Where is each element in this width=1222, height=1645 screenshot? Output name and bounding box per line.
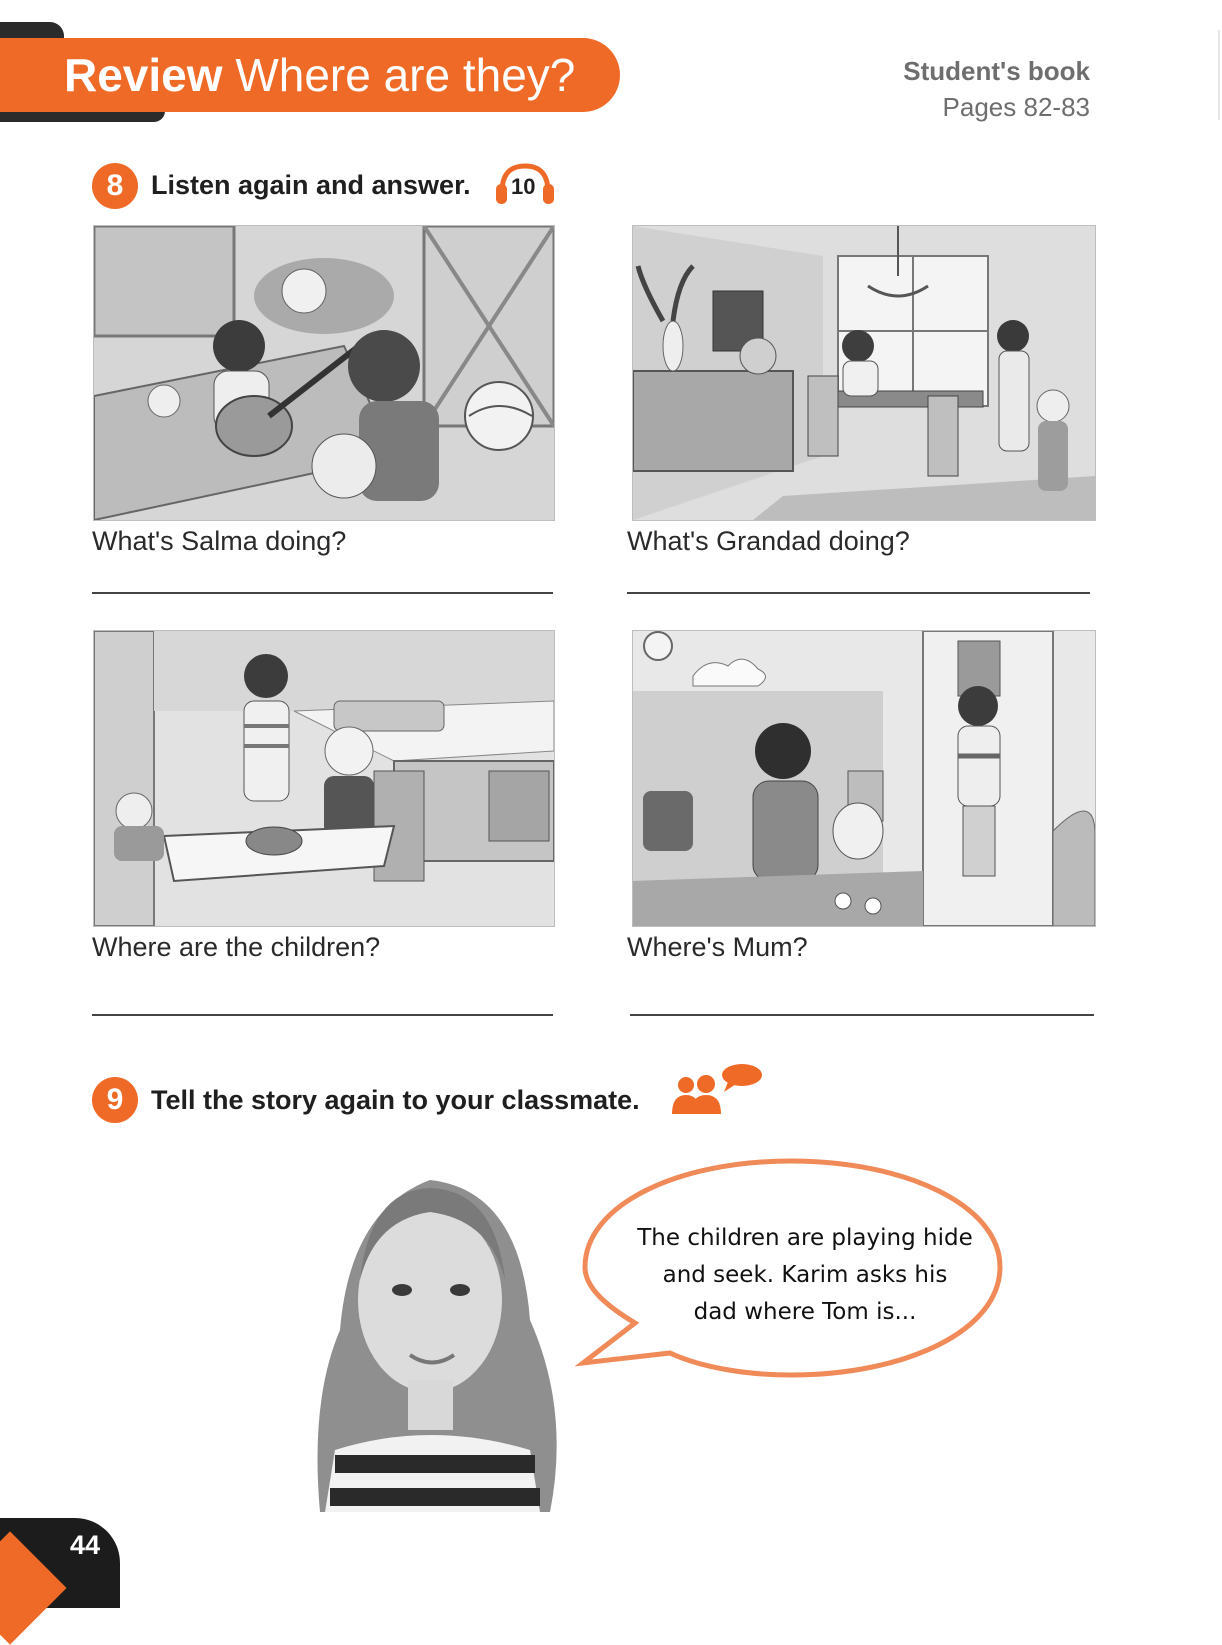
page-edge	[1218, 30, 1220, 120]
answer-line-1[interactable]	[92, 592, 553, 594]
speech-line-2: and seek. Karim asks his	[662, 1262, 948, 1288]
book-label: Student's book	[903, 56, 1090, 86]
page-number: 44	[70, 1530, 101, 1560]
picture-bedroom	[93, 225, 555, 521]
question-4: Where's Mum?	[627, 932, 808, 962]
pages-label: Pages 82-83	[942, 92, 1090, 122]
question-2: What's Grandad doing?	[627, 526, 910, 556]
audio-track-number: 10	[511, 174, 536, 199]
speech-line-1: The children are playing hide	[637, 1225, 973, 1251]
answer-line-3[interactable]	[92, 1014, 553, 1016]
pair-talk-icon	[672, 1062, 764, 1114]
picture-garden	[632, 630, 1096, 927]
picture-dining-room	[632, 225, 1096, 521]
girl-photo	[280, 1150, 585, 1512]
exercise-instruction: Listen again and answer.	[151, 170, 471, 200]
page-title-rest: Where are they?	[235, 49, 576, 101]
page-title	[64, 44, 575, 106]
exercise-instruction-9: Tell the story again to your classmate.	[151, 1085, 640, 1115]
speech-line-3: dad where Tom is...	[693, 1299, 917, 1325]
exercise-number-badge-9: 9	[92, 1077, 138, 1123]
page-title-bold: Review	[64, 49, 223, 101]
picture-kitchen	[93, 630, 555, 927]
answer-line-2[interactable]	[627, 592, 1090, 594]
speech-bubble-text	[620, 1220, 990, 1331]
exercise-number-badge: 8	[92, 163, 138, 209]
question-3: Where are the children?	[92, 932, 381, 962]
question-1: What's Salma doing?	[92, 526, 347, 556]
answer-line-4[interactable]	[630, 1014, 1094, 1016]
